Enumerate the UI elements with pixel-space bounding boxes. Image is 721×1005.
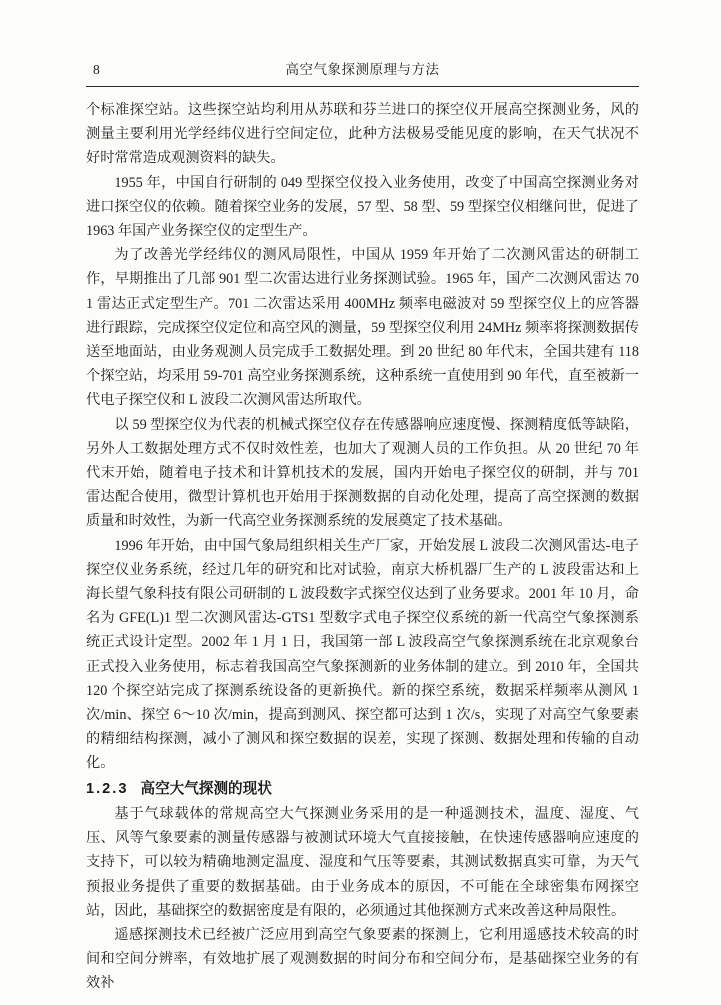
section-heading-number: 1.2.3: [86, 780, 129, 797]
paragraph: 为了改善光学经纬仪的测风局限性，中国从 1959 年开始了二次测风雷达的研制工作，早期推出了几部 901 型二次雷达进行业务探测试验。1965 年，国产二次测风雷达 701 雷达正式定型生产。701 二次雷达采用 400MHz 频率电磁波对 59 型探空仪上的应答器进行跟踪，完成探空仪定位和高空风的测量，59 型探空仪利用 24MHz 频率将探测数据传送至地面站，由业务观测人员完成手工数据处理。到 20 世纪 80 年代末，全国共建有 118 个探空站，均采用 59-701 高空业务探测系统，这种系统一直使用到 90 年代，直至被新一代电子探空仪和 L 波段二次测风雷达所取代。: [86, 247, 639, 409]
running-header: [86, 60, 639, 79]
section-heading: [86, 777, 639, 801]
paragraph: 1955 年，中国自行研制的 049 型探空仪投入业务使用，改变了中国高空探测业务对进口探空仪的依赖。随着探空业务的发展，57 型、58 型、59 型探空仪相继问世，促进了 1963 年国产业务探空仪的定型生产。: [86, 174, 639, 240]
paragraph-continuation: 个标准探空站。这些探空站均利用从苏联和芬兰进口的探空仪开展高空探测业务，风的测量主要利用光学经纬仪进行空间定位，此种方法极易受能见度的影响，在天气状况不好时常常造成观测资料的缺失。: [86, 102, 639, 167]
paragraph: 以 59 型探空仪为代表的机械式探空仪存在传感器响应速度慢、探测精度低等缺陷，另外人工数据处理方式不仅时效性差，也加大了观测人员的工作负担。从 20 世纪 70 年代末开始，随着电子技术和计算机技术的发展，国内开始电子探空仪的研制，并与 701 雷达配合使用，微型计算机也开始用于探测数据的自动化处理，提高了高空探测的数据质量和时效性，为新一代高空业务探测系统的发展奠定了技术基础。: [86, 416, 639, 530]
header-rule: [86, 86, 639, 87]
running-header-title: 高空气象探测原理与方法: [285, 62, 440, 77]
paragraph: 基于气球载体的常规高空大气探测业务采用的是一种遥测技术，温度、湿度、气压、风等气象要素的测量传感器与被测试环境大气直接接触，在快速传感器响应速度的支持下，可以较为精确地测定温度、湿度和气压等要素，其测试数据真实可靠，为天气预报业务提供了重要的数据基础。由于业务成本的原因，不可能在全球密集布网探空站，因此，基础探空的数据密度是有限的，必须通过其他探测方式来改善这种局限性。: [86, 805, 639, 919]
paragraph: 1996 年开始，由中国气象局组织相关生产厂家，开始发展 L 波段二次测风雷达-电子探空仪业务系统，经过几年的研究和比对试验，南京大桥机器厂生产的 L 波段雷达和上海长望气象科技有限公司研制的 L 波段数字式探空仪达到了业务要求。2001 年 10 月，命名为 GFE(L)1 型二次测风雷达-GTS1 型数字式电子探空仪系统的新一代高空气象探测系统正式设计定型。2002 年 1 月 1 日，我国第一部 L 波段高空气象探测系统在北京观象台正式投入业务使用，标志着我国高空气象探测新的业务体制的建立。到 2010 年，全国共 120 个探空站完成了探测系统设备的更新换代。新的探空系统，数据采样频率从测风 1 次/min、探空 6～10 次/min，提高到测风、探空都可达到 1 次/s，实现了对高空气象要素的精细结构探测，减小了测风和探空数据的误差，实现了探测、数据处理和传输的自动化。: [86, 537, 639, 772]
section-heading-title: 高空大气探测的现状: [140, 780, 272, 797]
paragraph: 遥感探测技术已经被广泛应用到高空气象要素的探测上，它利用遥感技术较高的时间和空间分辨率，有效地扩展了观测数据的时间分布和空间分布，是基础探空业务的有效补: [86, 926, 639, 992]
page-number: 8: [93, 62, 100, 77]
page-body: [86, 98, 639, 996]
